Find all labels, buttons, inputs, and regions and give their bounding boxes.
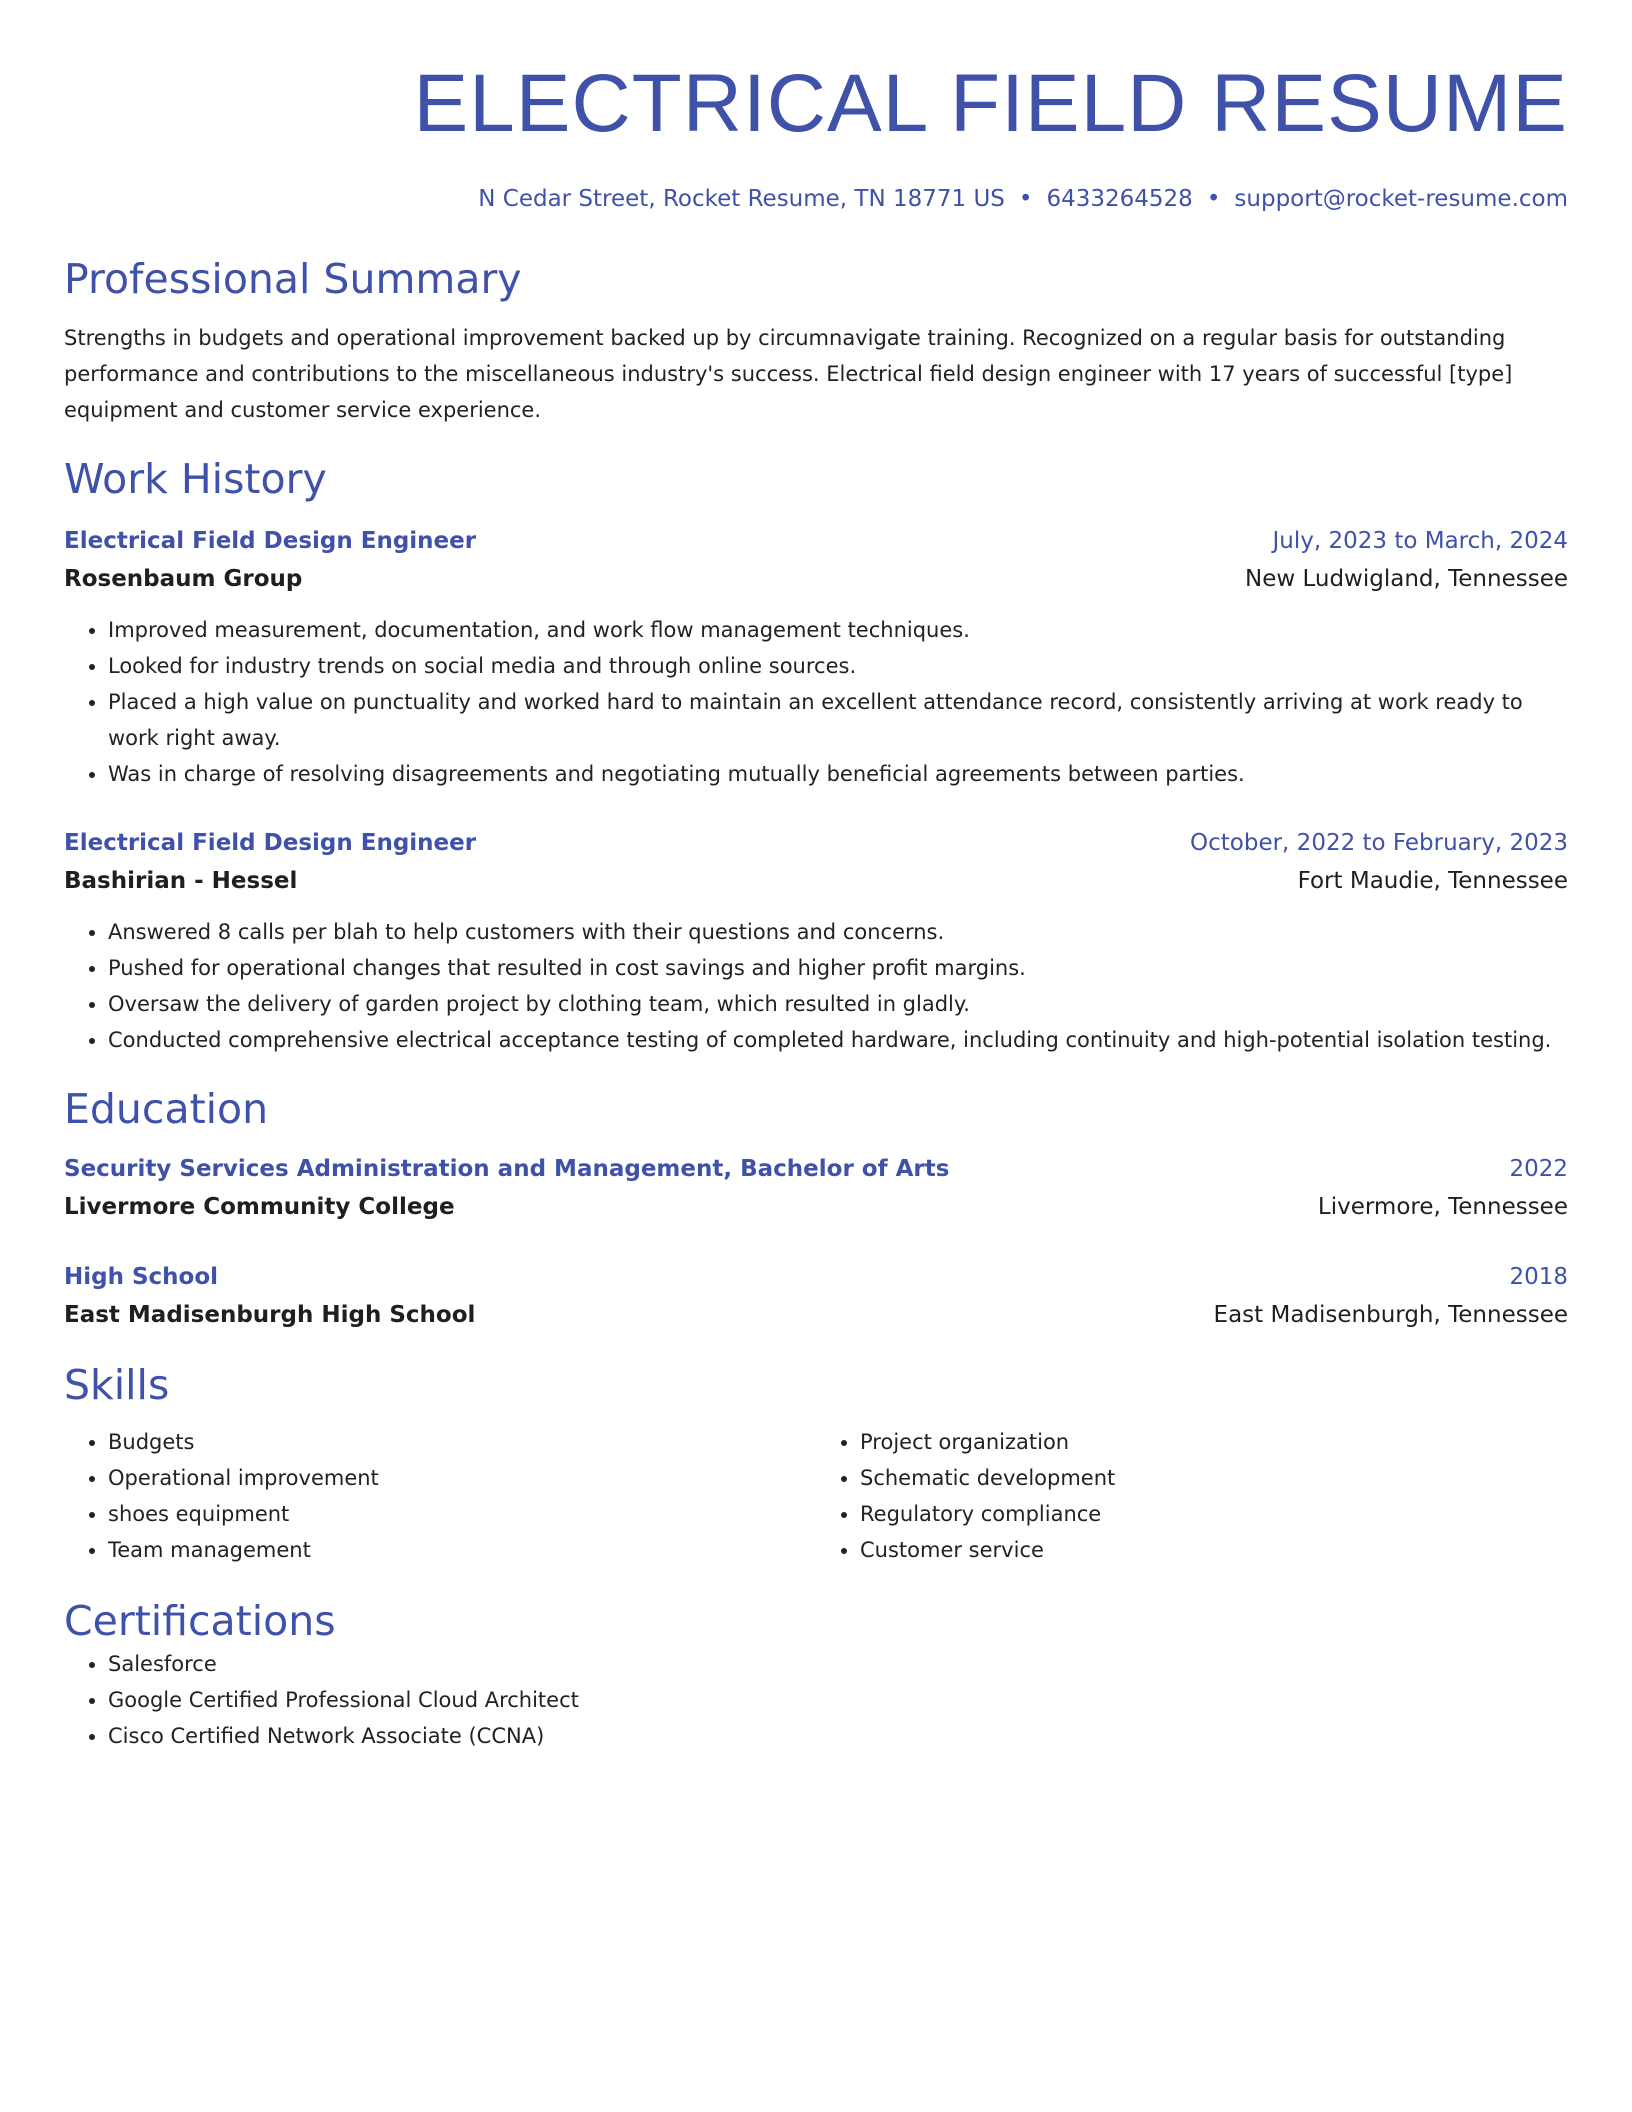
skill-item: • Team management: [108, 1532, 816, 1568]
job-title: Electrical Field Design Engineer: [64, 830, 477, 856]
job-bullet: • Answered 8 calls per blah to help customers with their questions and concerns.: [108, 914, 1568, 950]
job-entry: [64, 824, 1568, 1058]
job-bullets: [64, 914, 1568, 1058]
certification-item: • Google Certified Professional Cloud Architect: [108, 1682, 1568, 1718]
skills-heading: Skills: [64, 1361, 170, 1409]
job-bullet: • Oversaw the delivery of garden project by clothing team, which resulted in gladly.: [108, 986, 1568, 1022]
job-bullet: • Conducted comprehensive electrical acceptance testing of completed hardware, including continuity and high-potential isolation testing.: [108, 1022, 1568, 1058]
education-year: 2018: [1509, 1264, 1568, 1290]
skill-item: • shoes equipment: [108, 1496, 816, 1532]
skill-item: • Project organization: [860, 1424, 1568, 1460]
job-bullet: • Was in charge of resolving disagreements and negotiating mutually beneficial agreements between parties.: [108, 756, 1568, 792]
job-bullet: • Looked for industry trends on social media and through online sources.: [108, 648, 1568, 684]
skill-item: • Schematic development: [860, 1460, 1568, 1496]
job-company: Bashirian - Hessel: [64, 868, 298, 894]
job-bullets: [64, 612, 1568, 792]
contact-separator: •: [1206, 186, 1221, 212]
skill-item: • Regulatory compliance: [860, 1496, 1568, 1532]
job-company-row: [64, 560, 1568, 598]
education-school-row: [64, 1296, 1568, 1334]
education-location: Livermore, Tennessee: [1317, 1194, 1568, 1220]
resume-header: [64, 58, 1568, 214]
job-dates: July, 2023 to March, 2024: [1272, 528, 1568, 554]
skills-list-right: [816, 1424, 1568, 1568]
education-location: East Madisenburgh, Tennessee: [1213, 1302, 1568, 1328]
education-school: Livermore Community College: [64, 1194, 455, 1220]
job-dates: October, 2022 to February, 2023: [1190, 830, 1568, 856]
skill-item: • Budgets: [108, 1424, 816, 1460]
contact-separator: •: [1018, 186, 1033, 212]
job-company-row: [64, 862, 1568, 900]
education-heading: Education: [64, 1085, 269, 1133]
education-degree-row: [64, 1150, 1568, 1188]
skill-item: • Customer service: [860, 1532, 1568, 1568]
education-year: 2022: [1509, 1156, 1568, 1182]
contact-address: N Cedar Street, Rocket Resume, TN 18771 US: [478, 186, 1005, 212]
skill-item: • Operational improvement: [108, 1460, 816, 1496]
certification-item: • Salesforce: [108, 1646, 1568, 1682]
job-entry: [64, 522, 1568, 792]
job-title-row: [64, 522, 1568, 560]
skills-list-left: [64, 1424, 816, 1568]
job-title: Electrical Field Design Engineer: [64, 528, 477, 554]
summary-text: Strengths in budgets and operational improvement backed up by circumnavigate training. Recognized on a regular basis for outstanding performance and contributions to the miscellaneous industry's success. Electrical field design engineer with 17 years of successful [type] equipment and customer service experience.: [64, 326, 1513, 422]
contact-line: [64, 184, 1568, 214]
resume-title: ELECTRICAL FIELD RESUME: [413, 58, 1568, 149]
education-school: East Madisenburgh High School: [64, 1302, 476, 1328]
summary-heading: Professional Summary: [64, 255, 522, 303]
job-company: Rosenbaum Group: [64, 566, 303, 592]
job-location: New Ludwigland, Tennessee: [1244, 566, 1568, 592]
skills-grid: [64, 1424, 1568, 1568]
job-title-row: [64, 824, 1568, 862]
job-bullet: • Improved measurement, documentation, and work flow management techniques.: [108, 612, 1568, 648]
job-bullet: • Pushed for operational changes that resulted in cost savings and higher profit margins.: [108, 950, 1568, 986]
education-school-row: [64, 1188, 1568, 1226]
education-degree: Security Services Administration and Management, Bachelor of Arts: [64, 1156, 950, 1182]
job-bullet: • Placed a high value on punctuality and worked hard to maintain an excellent attendance record, consistently arriving at work ready to work right away.: [108, 684, 1568, 756]
work-history-heading: Work History: [64, 455, 327, 503]
certifications-list: [64, 1646, 1568, 1754]
education-degree: High School: [64, 1264, 219, 1290]
certifications-heading: Certifications: [64, 1597, 336, 1645]
certification-item: • Cisco Certified Network Associate (CCNA): [108, 1718, 1568, 1754]
education-degree-row: [64, 1258, 1568, 1296]
education-entry: [64, 1258, 1568, 1334]
contact-email: support@rocket-resume.com: [1234, 186, 1568, 212]
contact-phone: 6433264528: [1046, 186, 1193, 212]
education-entry: [64, 1150, 1568, 1226]
job-location: Fort Maudie, Tennessee: [1297, 868, 1568, 894]
